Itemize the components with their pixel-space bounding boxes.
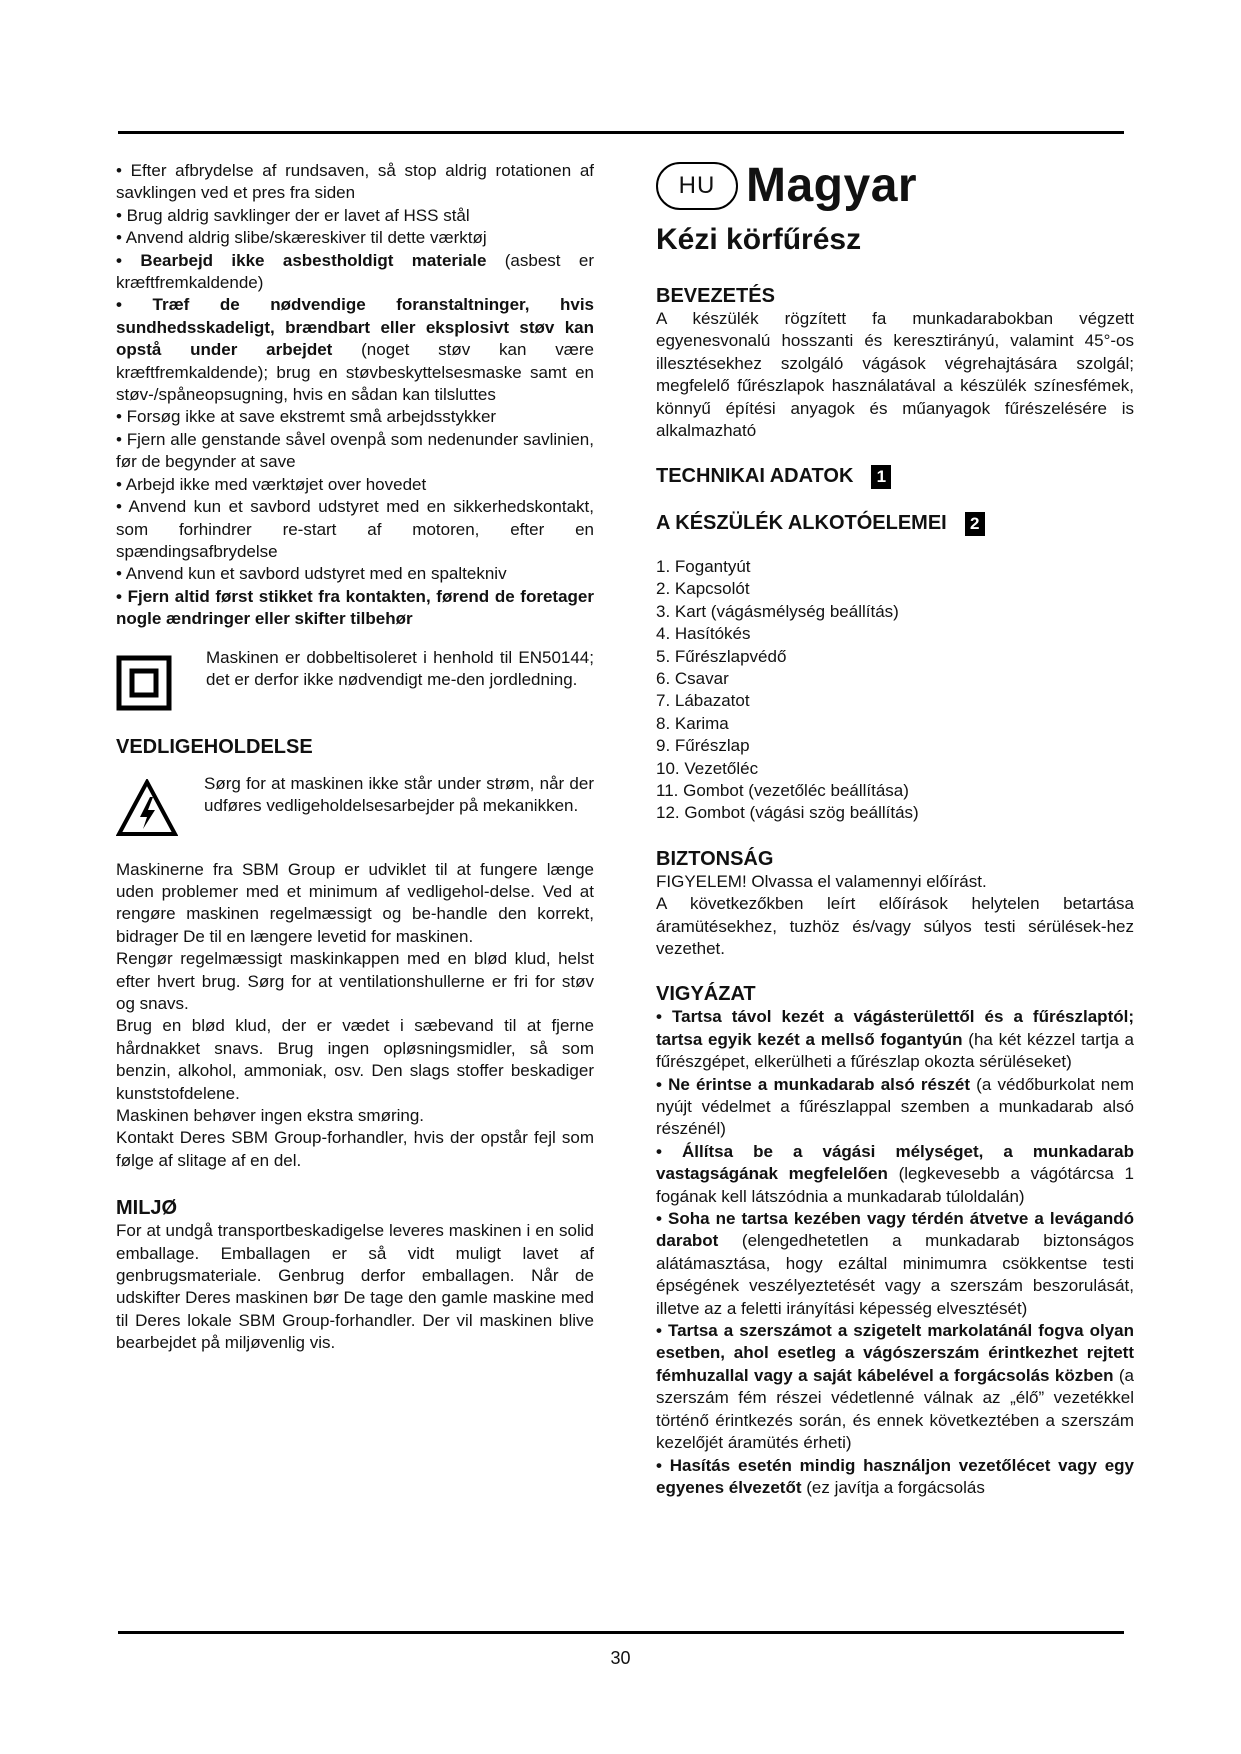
bullet-item: • Brug aldrig savklinger der er lavet af HSS stål — [116, 205, 470, 225]
list-item: 8. Karima — [656, 713, 729, 733]
bullet-item: • Arbejd ikke med værktøjet over hovedet — [116, 474, 427, 494]
language-name: Magyar — [746, 158, 918, 212]
list-item: 6. Csavar — [656, 668, 729, 688]
list-item: 1. Fogantyút — [656, 556, 751, 576]
maintenance-paragraph: Maskinen behøver ingen ekstra smøring. — [116, 1106, 425, 1125]
bullet-rest: (a szerszám fém részei védetlenné válnak az „élő” vezetékkel történő érintkezés során, és ennek következtében a szerszám kezelőjét áramütés érheti) — [656, 1365, 1135, 1453]
bullet-rest: (asbest er kræftfremkaldende) — [116, 250, 594, 293]
top-rule — [118, 131, 1124, 134]
double-insulation-block — [116, 647, 594, 711]
safety-paragraph: FIGYELEM! Olvassa el valamennyi előírást. — [656, 871, 987, 891]
list-item: 3. Kart (vágásmélység beállítás) — [656, 601, 899, 621]
parts-heading — [656, 511, 1134, 536]
caution-heading: VIGYÁZAT — [656, 983, 756, 1006]
maintenance-warning-block — [116, 773, 594, 837]
list-item: 5. Fűrészlapvédő — [656, 646, 787, 666]
safety-heading: BIZTONSÁG — [656, 847, 774, 870]
bullet-item: • Fjern altid først stikket fra kontakten, førend de foretager nogle ændringer eller skifter tilbehør — [116, 586, 594, 629]
tech-data-label: TECHNIKAI ADATOK — [656, 465, 854, 488]
figure-ref-badge: 2 — [965, 512, 985, 536]
right-column — [656, 160, 1134, 1499]
bullet-bold: • Hasítás esetén mindig használjon vezetőlécet vagy egy egyenes élvezetőt — [656, 1455, 1134, 1497]
environment-paragraph: For at undgå transportbeskadigelse leveres maskinen i en solid emballage. Emballagen er så vidt muligt lavet af genbrugsmateriale. Genbrug derfor emballagen. Når de udskifter Deres maskinen bør De tage den gamle maskine med til Deres lokale SBM Group-forhandler. Der vil maskinen blive bearbejdet på miljøvenlig vis. — [116, 1221, 594, 1353]
list-item: 10. Vezetőléc — [656, 758, 759, 778]
list-item: 12. Gombot (vágási szög beállítás) — [656, 803, 919, 823]
language-code-badge: HU — [656, 162, 738, 210]
page-number: 30 — [610, 1648, 631, 1668]
bullet-item: • Fjern alle genstande såvel ovenpå som nedenunder savlinien, før de begynder at save — [116, 429, 594, 472]
list-item: 4. Hasítókés — [656, 624, 751, 644]
safety-paragraph: A következőkben leírt előírások helytelen betartása áramütésekhez, tuzhöz és/vagy súlyos testi sérülések-hez vezethet. — [656, 894, 1134, 958]
bullet-bold: • Bearbejd ikke asbestholdigt materiale — [116, 250, 487, 270]
bullet-item: • Anvend kun et savbord udstyret med en sikkerhedskontakt, som forhindrer re-start af motoren, efter en spændingsafbrydelse — [116, 497, 594, 561]
environment-heading: MILJØ — [116, 1197, 178, 1220]
bullet-item: • Efter afbrydelse af rundsaven, så stop aldrig rotationen af savklingen ved et pres fra siden — [116, 161, 594, 203]
maintenance-heading: VEDLIGEHOLDELSE — [116, 735, 313, 758]
bullet-bold: • Tartsa a szerszámot a szigetelt markolatánál fogva olyan esetben, ahol esetleg a vágószerszám érintkezhet rejtett fémhuzallal vagy a saját kábelével a forgácsolás közben — [656, 1321, 1134, 1385]
list-item: 11. Gombot (vezetőléc beállítása) — [656, 780, 909, 800]
bullet-rest: (a védőburkolat nem nyújt védelmet a fűrészlappal szemben a munkadarab alsó részénél) — [656, 1074, 1135, 1139]
bottom-rule — [118, 1631, 1124, 1634]
list-item: 7. Lábazatot — [656, 691, 750, 711]
list-item: 9. Fűrészlap — [656, 736, 750, 756]
language-header — [656, 154, 1134, 218]
figure-ref-badge: 1 — [871, 465, 891, 489]
maintenance-warning-text: Sørg for at maskinen ikke står under strøm, når der udføres vedligeholdelsesarbejder på mekanikken. — [204, 773, 594, 815]
bullet-item — [656, 1320, 1134, 1454]
page-title: Kézi körfűrész — [656, 223, 862, 256]
left-column — [116, 160, 594, 1355]
bullet-bold: • Soha ne tartsa kezében vagy térdén átvetve a levágandó darabot — [656, 1209, 1134, 1251]
parts-list — [656, 556, 1134, 825]
bullet-item — [116, 294, 594, 406]
bullet-bold: • Állítsa be a vágási mélységet, a munkadarab vastagságának megfelelően — [656, 1141, 1134, 1184]
maintenance-paragraph: Maskinerne fra SBM Group er udviklet til at fungere længe uden problemer med et minimum af vedligehol-delse. Ved at rengøre maskinen regelmæssigt og be-handle den korrekt, bidrager De til en længere levetid for maskinen. — [116, 859, 594, 946]
maintenance-paragraph: Brug en blød klud, der er vædet i sæbevand til at fjerne hårdnakket snavs. Brug ingen opløsningsmidler, så som benzin, alkohol, ammoniak, osv. Den slags stoffer beskadiger kunststofdelene. — [116, 1016, 594, 1103]
double-insulation-text: Maskinen er dobbeltisoleret i henhold til EN50144; det er derfor ikke nødvendigt me-den jordledning. — [206, 647, 594, 689]
bullet-rest: (legkevesebb a vágótárcsa 1 fogának kell látszódnia a munkadarab túloldalán) — [656, 1164, 1134, 1206]
bullet-bold: • Ne érintse a munkadarab alsó részét — [656, 1074, 971, 1094]
bullet-item — [656, 1074, 1134, 1141]
maintenance-paragraph: Rengør regelmæssigt maskinkappen med en blød klud, helst efter hvert brug. Sørg for at ventilationshullerne er fri for støv og snavs. — [116, 949, 594, 1013]
bullet-item — [656, 1141, 1134, 1208]
bullet-item — [656, 1006, 1134, 1073]
double-insulation-icon — [116, 655, 172, 711]
bullet-item — [656, 1208, 1134, 1320]
bullet-rest: (noget støv kan være kræftfremkaldende); brug en støvbeskyttelsesmaske samt en støv-/spåneopsugning, hvis en sådan kan tilsluttes — [116, 340, 594, 405]
maintenance-paragraph: Kontakt Deres SBM Group-forhandler, hvis der opstår fejl som følge af slitage af en del. — [116, 1128, 594, 1170]
intro-paragraph: A készülék rögzített fa munkadarabokban végzett egyenesvonalú hosszanti és keresztirányú, valamint 45°-os illesztésekhez szolgáló vágások végrehajtására szolgál; megfelelő fűrészlapok használatával a készülék színesfémek, könnyű építési anyagok és műanyagok fűrészelésére is alkalmazható — [656, 309, 1134, 441]
bullet-item: • Anvend aldrig slibe/skæreskiver til dette værktøj — [116, 228, 487, 248]
bullet-rest: (ha két kézzel tartja a fűrészgépet, elkerülheti a fűrészlap okozta sérüléseket) — [656, 1029, 1134, 1072]
bullet-bold: • Træf de nødvendige foranstaltninger, hvis sundhedsskadeligt, brændbart eller eksplosivt støv kan opstå under arbejdet — [116, 295, 594, 360]
bullet-item — [656, 1455, 1134, 1500]
bullet-item — [116, 250, 594, 295]
intro-heading: BEVEZETÉS — [656, 285, 775, 307]
tech-data-heading — [656, 464, 1134, 489]
bullet-item: • Anvend kun et savbord udstyret med en spaltekniv — [116, 564, 507, 584]
bullet-bold: • Tartsa távol kezét a vágásterülettől és a fűrészlaptól; tartsa egyik kezét a mellső fogantyún — [656, 1007, 1134, 1049]
list-item: 2. Kapcsolót — [656, 579, 750, 599]
parts-label: A KÉSZÜLÉK ALKOTÓELEMEI — [656, 512, 947, 535]
bullet-rest: (elengedhetetlen a munkadarab biztonságos alátámasztása, hogy ezáltal minimumra csökkentse testi épségének veszélyeztetését vagy a szerszám beszorulását, illetve az a feletti irányítási képesség elvesztését) — [656, 1231, 1134, 1318]
bullet-item: • Forsøg ikke at save ekstremt små arbejdsstykker — [116, 407, 497, 427]
bullet-rest: (ez javítja a forgácsolás — [801, 1477, 985, 1497]
electric-hazard-icon — [116, 779, 178, 837]
